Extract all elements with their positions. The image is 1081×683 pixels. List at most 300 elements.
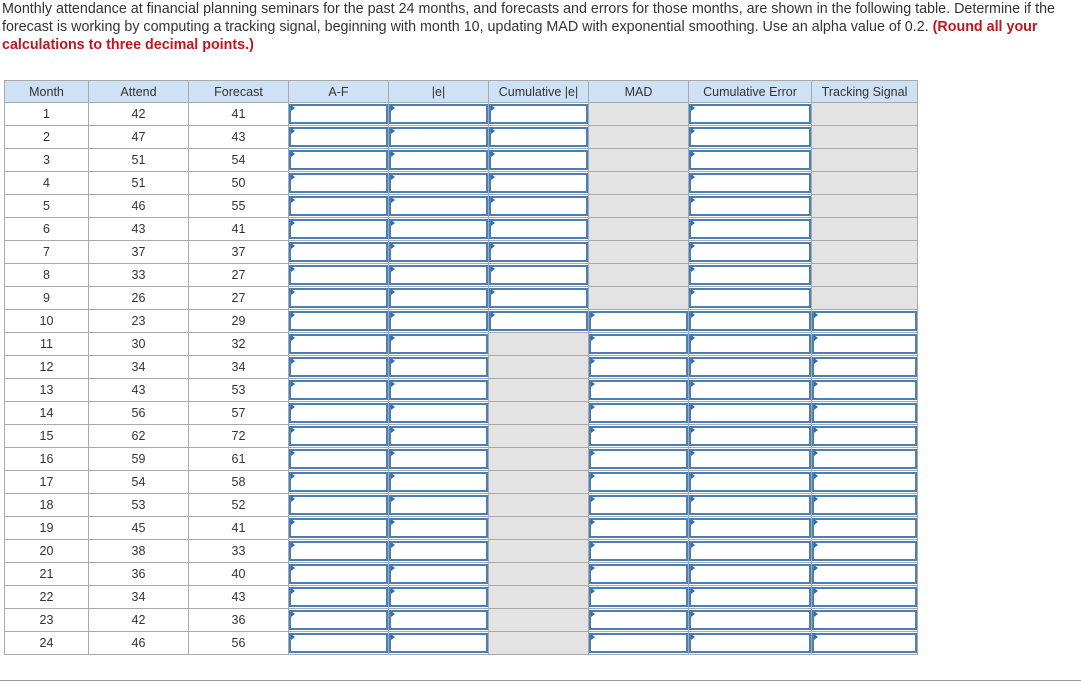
a-minus-f-cell bbox=[289, 632, 389, 655]
month-cell: 2 bbox=[5, 126, 89, 149]
abs-error-input[interactable] bbox=[389, 334, 488, 354]
cumulative-error-input[interactable] bbox=[689, 518, 811, 538]
cumulative-abs-error-disabled-cell bbox=[489, 540, 589, 563]
cumulative-abs-error-input[interactable] bbox=[489, 219, 588, 239]
a-minus-f-cell bbox=[289, 333, 389, 356]
a-minus-f-input[interactable] bbox=[289, 472, 388, 492]
abs-error-cell bbox=[389, 310, 489, 333]
forecast-cell: 32 bbox=[189, 333, 289, 356]
input-marker-icon bbox=[591, 312, 595, 318]
cumulative-error-input[interactable] bbox=[689, 334, 811, 354]
abs-error-cell bbox=[389, 402, 489, 425]
cumulative-abs-error-cell bbox=[489, 149, 589, 172]
input-marker-icon bbox=[391, 266, 395, 272]
abs-error-input[interactable] bbox=[389, 311, 488, 331]
tracking-signal-disabled-cell bbox=[812, 264, 918, 287]
a-minus-f-input[interactable] bbox=[289, 173, 388, 193]
forecast-cell: 29 bbox=[189, 310, 289, 333]
tracking-signal-disabled-cell bbox=[812, 287, 918, 310]
input-marker-icon bbox=[491, 128, 495, 134]
input-marker-icon bbox=[391, 450, 395, 456]
input-marker-icon bbox=[291, 312, 295, 318]
input-marker-icon bbox=[491, 151, 495, 157]
tracking-signal-input[interactable] bbox=[812, 403, 917, 423]
a-minus-f-input[interactable] bbox=[289, 242, 388, 262]
forecast-cell: 41 bbox=[189, 103, 289, 126]
a-minus-f-input[interactable] bbox=[289, 334, 388, 354]
abs-error-input[interactable] bbox=[389, 587, 488, 607]
cumulative-error-cell bbox=[689, 494, 812, 517]
cumulative-error-input[interactable] bbox=[689, 610, 811, 630]
cumulative-abs-error-input[interactable] bbox=[489, 127, 588, 147]
cumulative-abs-error-input[interactable] bbox=[489, 104, 588, 124]
table-row bbox=[5, 586, 918, 609]
a-minus-f-input[interactable] bbox=[289, 127, 388, 147]
mad-cell bbox=[589, 494, 689, 517]
mad-input[interactable] bbox=[589, 357, 688, 377]
cumulative-abs-error-cell bbox=[489, 264, 589, 287]
cumulative-abs-error-input[interactable] bbox=[489, 242, 588, 262]
abs-error-input[interactable] bbox=[389, 357, 488, 377]
tracking-signal-input[interactable] bbox=[812, 426, 917, 446]
cumulative-error-input[interactable] bbox=[689, 173, 811, 193]
mad-input[interactable] bbox=[589, 311, 688, 331]
attend-cell: 42 bbox=[89, 609, 189, 632]
abs-error-input[interactable] bbox=[389, 541, 488, 561]
a-minus-f-cell bbox=[289, 103, 389, 126]
cumulative-error-cell bbox=[689, 586, 812, 609]
header-attend: Attend bbox=[89, 81, 189, 103]
cumulative-error-cell bbox=[689, 241, 812, 264]
cumulative-abs-error-disabled-cell bbox=[489, 609, 589, 632]
tracking-signal-disabled-cell bbox=[812, 103, 918, 126]
table-row bbox=[5, 356, 918, 379]
mad-input[interactable] bbox=[589, 495, 688, 515]
cumulative-error-cell bbox=[689, 356, 812, 379]
mad-input[interactable] bbox=[589, 587, 688, 607]
input-marker-icon bbox=[291, 542, 295, 548]
cumulative-abs-error-input[interactable] bbox=[489, 196, 588, 216]
input-marker-icon bbox=[691, 496, 695, 502]
cumulative-error-input[interactable] bbox=[689, 472, 811, 492]
input-marker-icon bbox=[291, 266, 295, 272]
abs-error-input[interactable] bbox=[389, 242, 488, 262]
cumulative-error-cell bbox=[689, 517, 812, 540]
tracking-signal-cell bbox=[812, 471, 918, 494]
tracking-signal-input[interactable] bbox=[812, 587, 917, 607]
cumulative-abs-error-disabled-cell bbox=[489, 586, 589, 609]
attend-cell: 46 bbox=[89, 195, 189, 218]
cumulative-error-input[interactable] bbox=[689, 104, 811, 124]
table-row bbox=[5, 241, 918, 264]
table-row bbox=[5, 264, 918, 287]
cumulative-error-cell bbox=[689, 379, 812, 402]
cumulative-error-cell bbox=[689, 218, 812, 241]
a-minus-f-input[interactable] bbox=[289, 219, 388, 239]
input-marker-icon bbox=[291, 358, 295, 364]
a-minus-f-input[interactable] bbox=[289, 104, 388, 124]
a-minus-f-input[interactable] bbox=[289, 587, 388, 607]
input-marker-icon bbox=[391, 105, 395, 111]
forecast-cell: 33 bbox=[189, 540, 289, 563]
month-cell: 9 bbox=[5, 287, 89, 310]
input-marker-icon bbox=[814, 542, 818, 548]
cumulative-error-input[interactable] bbox=[689, 150, 811, 170]
header-month: Month bbox=[5, 81, 89, 103]
table-row bbox=[5, 471, 918, 494]
a-minus-f-input[interactable] bbox=[289, 196, 388, 216]
mad-input[interactable] bbox=[589, 449, 688, 469]
tracking-signal-cell bbox=[812, 448, 918, 471]
input-marker-icon bbox=[591, 496, 595, 502]
input-marker-icon bbox=[691, 174, 695, 180]
abs-error-cell bbox=[389, 287, 489, 310]
attend-cell: 43 bbox=[89, 218, 189, 241]
attend-cell: 51 bbox=[89, 149, 189, 172]
abs-error-input[interactable] bbox=[389, 426, 488, 446]
input-marker-icon bbox=[814, 335, 818, 341]
a-minus-f-input[interactable] bbox=[289, 426, 388, 446]
abs-error-input[interactable] bbox=[389, 265, 488, 285]
input-marker-icon bbox=[591, 542, 595, 548]
cumulative-abs-error-input[interactable] bbox=[489, 265, 588, 285]
a-minus-f-cell bbox=[289, 356, 389, 379]
month-cell: 20 bbox=[5, 540, 89, 563]
input-marker-icon bbox=[814, 496, 818, 502]
abs-error-input[interactable] bbox=[389, 104, 488, 124]
input-marker-icon bbox=[814, 634, 818, 640]
abs-error-cell bbox=[389, 540, 489, 563]
a-minus-f-cell bbox=[289, 609, 389, 632]
input-marker-icon bbox=[491, 220, 495, 226]
input-marker-icon bbox=[691, 404, 695, 410]
input-marker-icon bbox=[291, 335, 295, 341]
input-marker-icon bbox=[691, 519, 695, 525]
input-marker-icon bbox=[291, 174, 295, 180]
attend-cell: 38 bbox=[89, 540, 189, 563]
input-marker-icon bbox=[291, 473, 295, 479]
a-minus-f-input[interactable] bbox=[289, 449, 388, 469]
tracking-signal-input[interactable] bbox=[812, 449, 917, 469]
mad-input[interactable] bbox=[589, 380, 688, 400]
mad-cell bbox=[589, 540, 689, 563]
header-cumulative-error: Cumulative Error bbox=[689, 81, 812, 103]
a-minus-f-input[interactable] bbox=[289, 610, 388, 630]
forecast-cell: 61 bbox=[189, 448, 289, 471]
input-marker-icon bbox=[591, 519, 595, 525]
tracking-signal-cell bbox=[812, 609, 918, 632]
input-marker-icon bbox=[691, 266, 695, 272]
cumulative-abs-error-cell bbox=[489, 287, 589, 310]
abs-error-input[interactable] bbox=[389, 380, 488, 400]
a-minus-f-input[interactable] bbox=[289, 564, 388, 584]
cumulative-error-input[interactable] bbox=[689, 541, 811, 561]
cumulative-error-input[interactable] bbox=[689, 288, 811, 308]
input-marker-icon bbox=[391, 289, 395, 295]
attend-cell: 43 bbox=[89, 379, 189, 402]
a-minus-f-cell bbox=[289, 586, 389, 609]
input-marker-icon bbox=[591, 335, 595, 341]
cumulative-error-input[interactable] bbox=[689, 127, 811, 147]
tracking-signal-input[interactable] bbox=[812, 610, 917, 630]
input-marker-icon bbox=[291, 128, 295, 134]
tracking-signal-cell bbox=[812, 379, 918, 402]
cumulative-error-input[interactable] bbox=[689, 495, 811, 515]
cumulative-error-cell bbox=[689, 195, 812, 218]
forecast-cell: 41 bbox=[189, 517, 289, 540]
abs-error-input[interactable] bbox=[389, 196, 488, 216]
input-marker-icon bbox=[291, 151, 295, 157]
table-body bbox=[5, 103, 918, 655]
attend-cell: 46 bbox=[89, 632, 189, 655]
tracking-signal-input[interactable] bbox=[812, 334, 917, 354]
a-minus-f-input[interactable] bbox=[289, 311, 388, 331]
cumulative-error-input[interactable] bbox=[689, 587, 811, 607]
rounding-instruction: (Round all your calculations to three decimal points.) bbox=[2, 19, 1038, 53]
cumulative-abs-error-input[interactable] bbox=[489, 311, 588, 331]
mad-cell bbox=[589, 586, 689, 609]
input-marker-icon bbox=[691, 473, 695, 479]
cumulative-error-cell bbox=[689, 448, 812, 471]
cumulative-error-input[interactable] bbox=[689, 242, 811, 262]
cumulative-error-cell bbox=[689, 425, 812, 448]
cumulative-error-input[interactable] bbox=[689, 449, 811, 469]
cumulative-abs-error-disabled-cell bbox=[489, 379, 589, 402]
forecast-cell: 41 bbox=[189, 218, 289, 241]
month-cell: 17 bbox=[5, 471, 89, 494]
tracking-signal-input[interactable] bbox=[812, 518, 917, 538]
cumulative-error-input[interactable] bbox=[689, 564, 811, 584]
a-minus-f-input[interactable] bbox=[289, 357, 388, 377]
mad-input[interactable] bbox=[589, 518, 688, 538]
table-row bbox=[5, 609, 918, 632]
mad-input[interactable] bbox=[589, 541, 688, 561]
cumulative-abs-error-disabled-cell bbox=[489, 494, 589, 517]
cumulative-abs-error-disabled-cell bbox=[489, 356, 589, 379]
cumulative-abs-error-cell bbox=[489, 126, 589, 149]
table-row bbox=[5, 379, 918, 402]
abs-error-input[interactable] bbox=[389, 173, 488, 193]
input-marker-icon bbox=[591, 404, 595, 410]
month-cell: 5 bbox=[5, 195, 89, 218]
abs-error-input[interactable] bbox=[389, 495, 488, 515]
input-marker-icon bbox=[591, 450, 595, 456]
cumulative-error-input[interactable] bbox=[689, 265, 811, 285]
tracking-signal-input[interactable] bbox=[812, 541, 917, 561]
input-marker-icon bbox=[591, 427, 595, 433]
question-body: Monthly attendance at financial planning seminars for the past 24 months, and forecasts and errors for those months, are shown in the following table. Determine if the forecast is working by computing a tracking signal, beginning with month 10, updating MAD with exponential smoothing. Use an alpha value of 0.2. bbox=[2, 1, 1055, 35]
mad-disabled-cell bbox=[589, 241, 689, 264]
a-minus-f-cell bbox=[289, 195, 389, 218]
a-minus-f-input[interactable] bbox=[289, 633, 388, 653]
mad-input[interactable] bbox=[589, 403, 688, 423]
cumulative-abs-error-input[interactable] bbox=[489, 150, 588, 170]
input-marker-icon bbox=[391, 473, 395, 479]
cumulative-error-input[interactable] bbox=[689, 219, 811, 239]
input-marker-icon bbox=[814, 588, 818, 594]
abs-error-cell bbox=[389, 172, 489, 195]
input-marker-icon bbox=[391, 404, 395, 410]
abs-error-input[interactable] bbox=[389, 403, 488, 423]
tracking-signal-input[interactable] bbox=[812, 311, 917, 331]
abs-error-input[interactable] bbox=[389, 127, 488, 147]
forecast-cell: 40 bbox=[189, 563, 289, 586]
attend-cell: 26 bbox=[89, 287, 189, 310]
bottom-divider bbox=[0, 680, 1081, 681]
a-minus-f-cell bbox=[289, 379, 389, 402]
input-marker-icon bbox=[691, 335, 695, 341]
input-marker-icon bbox=[391, 335, 395, 341]
input-marker-icon bbox=[691, 634, 695, 640]
abs-error-input[interactable] bbox=[389, 633, 488, 653]
a-minus-f-input[interactable] bbox=[289, 265, 388, 285]
cumulative-abs-error-cell bbox=[489, 172, 589, 195]
cumulative-error-input[interactable] bbox=[689, 311, 811, 331]
a-minus-f-input[interactable] bbox=[289, 150, 388, 170]
abs-error-cell bbox=[389, 609, 489, 632]
input-marker-icon bbox=[491, 105, 495, 111]
mad-input[interactable] bbox=[589, 472, 688, 492]
abs-error-input[interactable] bbox=[389, 150, 488, 170]
abs-error-input[interactable] bbox=[389, 564, 488, 584]
a-minus-f-input[interactable] bbox=[289, 380, 388, 400]
input-marker-icon bbox=[291, 565, 295, 571]
mad-input[interactable] bbox=[589, 633, 688, 653]
cumulative-abs-error-disabled-cell bbox=[489, 517, 589, 540]
tracking-signal-input[interactable] bbox=[812, 472, 917, 492]
cumulative-error-input[interactable] bbox=[689, 633, 811, 653]
tracking-signal-input[interactable] bbox=[812, 564, 917, 584]
abs-error-input[interactable] bbox=[389, 449, 488, 469]
cumulative-error-cell bbox=[689, 402, 812, 425]
a-minus-f-input[interactable] bbox=[289, 518, 388, 538]
mad-input[interactable] bbox=[589, 426, 688, 446]
input-marker-icon bbox=[391, 128, 395, 134]
attend-cell: 54 bbox=[89, 471, 189, 494]
cumulative-error-input[interactable] bbox=[689, 403, 811, 423]
forecast-cell: 27 bbox=[189, 264, 289, 287]
table-row bbox=[5, 494, 918, 517]
a-minus-f-cell bbox=[289, 448, 389, 471]
abs-error-cell bbox=[389, 333, 489, 356]
input-marker-icon bbox=[691, 565, 695, 571]
attend-cell: 34 bbox=[89, 586, 189, 609]
attend-cell: 59 bbox=[89, 448, 189, 471]
input-marker-icon bbox=[691, 243, 695, 249]
a-minus-f-input[interactable] bbox=[289, 403, 388, 423]
mad-cell bbox=[589, 448, 689, 471]
mad-input[interactable] bbox=[589, 610, 688, 630]
input-marker-icon bbox=[291, 197, 295, 203]
cumulative-abs-error-input[interactable] bbox=[489, 288, 588, 308]
table-row bbox=[5, 103, 918, 126]
table-row bbox=[5, 333, 918, 356]
attend-cell: 33 bbox=[89, 264, 189, 287]
a-minus-f-cell bbox=[289, 172, 389, 195]
cumulative-abs-error-disabled-cell bbox=[489, 333, 589, 356]
tracking-signal-disabled-cell bbox=[812, 126, 918, 149]
table-row bbox=[5, 425, 918, 448]
table-row bbox=[5, 517, 918, 540]
input-marker-icon bbox=[691, 151, 695, 157]
input-marker-icon bbox=[814, 450, 818, 456]
abs-error-input[interactable] bbox=[389, 610, 488, 630]
month-cell: 19 bbox=[5, 517, 89, 540]
mad-cell bbox=[589, 517, 689, 540]
month-cell: 14 bbox=[5, 402, 89, 425]
table-row bbox=[5, 448, 918, 471]
mad-cell bbox=[589, 632, 689, 655]
mad-cell bbox=[589, 333, 689, 356]
mad-input[interactable] bbox=[589, 334, 688, 354]
input-marker-icon bbox=[491, 197, 495, 203]
table-row bbox=[5, 540, 918, 563]
a-minus-f-cell bbox=[289, 241, 389, 264]
a-minus-f-input[interactable] bbox=[289, 541, 388, 561]
mad-cell bbox=[589, 563, 689, 586]
input-marker-icon bbox=[814, 519, 818, 525]
a-minus-f-cell bbox=[289, 471, 389, 494]
input-marker-icon bbox=[291, 404, 295, 410]
input-marker-icon bbox=[691, 220, 695, 226]
cumulative-error-cell bbox=[689, 287, 812, 310]
cumulative-error-input[interactable] bbox=[689, 380, 811, 400]
abs-error-input[interactable] bbox=[389, 219, 488, 239]
input-marker-icon bbox=[291, 381, 295, 387]
abs-error-cell bbox=[389, 103, 489, 126]
cumulative-error-input[interactable] bbox=[689, 196, 811, 216]
input-marker-icon bbox=[814, 381, 818, 387]
mad-disabled-cell bbox=[589, 149, 689, 172]
tracking-signal-input[interactable] bbox=[812, 357, 917, 377]
a-minus-f-input[interactable] bbox=[289, 288, 388, 308]
input-marker-icon bbox=[691, 128, 695, 134]
cumulative-abs-error-cell bbox=[489, 195, 589, 218]
mad-disabled-cell bbox=[589, 264, 689, 287]
abs-error-cell bbox=[389, 149, 489, 172]
attend-cell: 53 bbox=[89, 494, 189, 517]
month-cell: 10 bbox=[5, 310, 89, 333]
tracking-signal-input[interactable] bbox=[812, 633, 917, 653]
input-marker-icon bbox=[391, 243, 395, 249]
cumulative-abs-error-disabled-cell bbox=[489, 402, 589, 425]
input-marker-icon bbox=[391, 565, 395, 571]
cumulative-error-input[interactable] bbox=[689, 426, 811, 446]
abs-error-input[interactable] bbox=[389, 472, 488, 492]
input-marker-icon bbox=[491, 174, 495, 180]
abs-error-input[interactable] bbox=[389, 518, 488, 538]
mad-cell bbox=[589, 471, 689, 494]
input-marker-icon bbox=[591, 565, 595, 571]
month-cell: 1 bbox=[5, 103, 89, 126]
forecast-cell: 34 bbox=[189, 356, 289, 379]
cumulative-abs-error-input[interactable] bbox=[489, 173, 588, 193]
a-minus-f-input[interactable] bbox=[289, 495, 388, 515]
abs-error-cell bbox=[389, 563, 489, 586]
abs-error-input[interactable] bbox=[389, 288, 488, 308]
input-marker-icon bbox=[591, 473, 595, 479]
cumulative-error-input[interactable] bbox=[689, 357, 811, 377]
tracking-signal-input[interactable] bbox=[812, 380, 917, 400]
tracking-signal-input[interactable] bbox=[812, 495, 917, 515]
mad-input[interactable] bbox=[589, 564, 688, 584]
input-marker-icon bbox=[691, 358, 695, 364]
input-marker-icon bbox=[591, 634, 595, 640]
mad-cell bbox=[589, 402, 689, 425]
input-marker-icon bbox=[691, 197, 695, 203]
a-minus-f-cell bbox=[289, 126, 389, 149]
tracking-signal-disabled-cell bbox=[812, 195, 918, 218]
